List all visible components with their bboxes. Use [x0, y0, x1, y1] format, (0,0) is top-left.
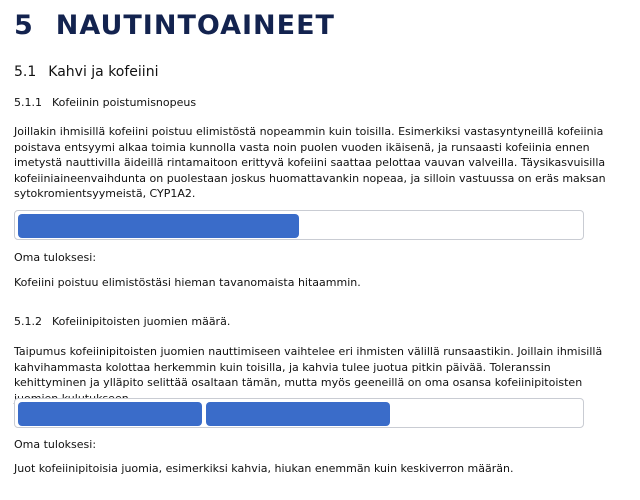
subsection-number: 5.1.1 — [14, 96, 42, 109]
paragraph-caffeine-elimination: Joillakin ihmisillä kofeiini poistuu elimistöstä nopeammin kuin toisilla. Esimerkiksi vastasyntyneillä kofeiinia poistava entsyymi alkaa toimia kunnolla vasta noin puolen vuoden ikäisenä, ja runsaasti kofeiinia ennen imetystä nauttivilla äideillä rintamaitoon erittyvä kofeiini saattaa pelottaa vauvan valveilla. Täysikasvuisilla kofeiiniaineenvaihdunta on puolestaan joskus huomattavankin nopeaa, ja silloin vastuussa on eräs maksan sytokromientsyymeistä, CYP1A2. — [14, 125, 606, 200]
chapter-number: 5 — [14, 10, 34, 41]
result-bar-caffeine-elimination — [14, 210, 584, 240]
section-number: 5.1 — [14, 64, 37, 80]
paragraph-caffeine-drinks: Taipumus kofeiinipitoisten juomien nauttimiseen vaihtelee eri ihmisten välillä runsaastikin. Joillain ihmisillä kahvihammasta kolottaa herkemmin kuin toisilla, ja kahvia tulee juotua pitkin päivää. Toleranssin kehittyminen ja ylläpito selittää osaltaan tämän, mutta myös geeneillä on oma osansa kofeiinipitoisten — [14, 345, 603, 389]
result-label: Oma tuloksesi: — [14, 251, 97, 264]
result-text-caffeine-elimination: Kofeiini poistuu elimistöstäsi hieman tavanomaista hitaammin. — [14, 276, 361, 289]
section-heading — [14, 64, 158, 80]
result-bar-segment — [18, 402, 202, 426]
result-label: Oma tuloksesi: — [14, 438, 97, 451]
subsection-title: Kofeiinipitoisten juomien määrä. — [52, 315, 231, 328]
result-bar-segment — [18, 214, 299, 238]
chapter-title: NAUTINTOAINEET — [55, 10, 335, 41]
chapter-heading — [14, 10, 335, 41]
subsection-heading-caffeine-drinks — [14, 315, 230, 328]
result-text-caffeine-drinks: Juot kofeiinipitoisia juomia, esimerkiksi kahvia, hiukan enemmän kuin keskiverron määrän. — [14, 462, 514, 475]
result-bar-segment — [206, 402, 390, 426]
result-bar-caffeine-drinks — [14, 398, 584, 428]
section-title: Kahvi ja kofeiini — [48, 64, 159, 80]
subsection-heading-caffeine-elimination — [14, 96, 196, 109]
subsection-title: Kofeiinin poistumisnopeus — [52, 96, 197, 109]
subsection-number: 5.1.2 — [14, 315, 42, 328]
